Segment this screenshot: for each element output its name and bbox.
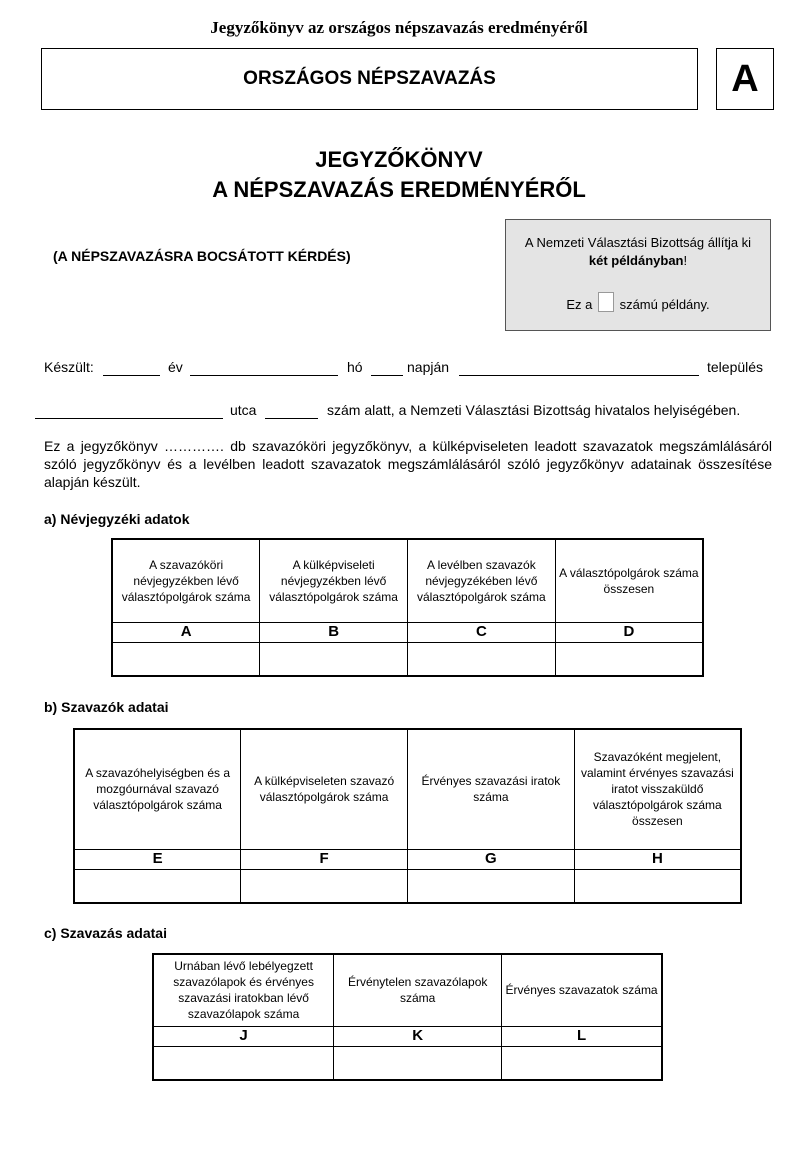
street-field[interactable] (35, 418, 223, 419)
settlement-field[interactable] (459, 375, 699, 376)
section-b-value-row (74, 869, 741, 903)
column-letter: A (112, 622, 260, 642)
nvb-notice-line1: A Nemzeti Választási Bizottság állítja ki (524, 235, 752, 250)
nvb-notice-text (506, 234, 770, 270)
document-header: Jegyzőkönyv az országos népszavazás eredményéről (210, 18, 588, 37)
copy-prefix: Ez a (566, 297, 593, 312)
value-field-d[interactable] (555, 642, 703, 676)
section-c-header-cell: Urnában lévő lebélyegzett szavazólapok és érvényes szavazási iratokban lévő szavazólapok száma (153, 954, 334, 1026)
referendum-question: (A NÉPSZAVAZÁSRA BOCSÁTOTT KÉRDÉS) (53, 248, 351, 264)
value-field-k[interactable] (334, 1046, 502, 1080)
value-field-l[interactable] (502, 1046, 662, 1080)
column-letter: H (574, 849, 741, 869)
section-a-letter-row (112, 622, 703, 642)
section-a-header-row (112, 539, 703, 622)
section-b-letter-row (74, 849, 741, 869)
column-letter: E (74, 849, 241, 869)
column-letter: K (334, 1026, 502, 1046)
value-field-f[interactable] (241, 869, 408, 903)
copy-number-line (506, 292, 770, 312)
section-a-value-row (112, 642, 703, 676)
section-b-title: b) Szavazók adatai (44, 699, 169, 715)
section-a-header-cell: A választópolgárok száma összesen (555, 539, 703, 622)
section-a-header-cell: A szavazóköri névjegyzékben lévő választópolgárok száma (112, 539, 260, 622)
column-letter: L (502, 1026, 662, 1046)
section-c-table (152, 953, 663, 1081)
column-letter: J (153, 1026, 334, 1046)
section-b-header-cell: Érvényes szavazási iratok száma (408, 729, 575, 849)
section-c-header-row (153, 954, 662, 1026)
section-c-title: c) Szavazás adatai (44, 925, 167, 941)
date-place-line (0, 359, 798, 381)
month-field[interactable] (190, 375, 338, 376)
section-b-header-cell: A külképviseleten szavazó választópolgárok száma (241, 729, 408, 849)
referendum-type-label: ORSZÁGOS NÉPSZAVAZÁS (243, 68, 496, 89)
nvb-notice-copies: két példányban (588, 253, 684, 268)
section-b-header-cell: A szavazóhelyiségben és a mozgóurnával szavazó választópolgárok száma (74, 729, 241, 849)
column-letter: F (241, 849, 408, 869)
year-label: év (168, 359, 183, 375)
keszult-label: Készült: (44, 359, 94, 375)
section-c-value-row (153, 1046, 662, 1080)
summary-paragraph: Ez a jegyzőkönyv …………. db szavazóköri jegyzőkönyv, a külképviseleten leadott szavazatok megszámlálásáról szóló jegyzőkönyv és a levélben leadott szavazatok megszámlálásáról szóló jegyzőkönyv adatainak összesítése alapján készült. (44, 438, 772, 490)
day-label: napján (407, 359, 450, 375)
value-field-h[interactable] (574, 869, 741, 903)
section-c-header-cell: Érvénytelen szavazólapok száma (334, 954, 502, 1026)
nvb-notice-exclaim: ! (683, 253, 688, 268)
address-rest-text: szám alatt, a Nemzeti Választási Bizottság hivatalos helyiségében. (327, 402, 741, 418)
form-letter: A (731, 57, 759, 100)
value-field-a[interactable] (112, 642, 260, 676)
day-field[interactable] (371, 375, 403, 376)
year-field[interactable] (103, 375, 160, 376)
section-b-header-row (74, 729, 741, 849)
street-label: utca (230, 402, 257, 418)
nvb-notice-box (505, 219, 771, 331)
referendum-type-box (41, 48, 698, 110)
document-title-line2: A NÉPSZAVAZÁS EREDMÉNYÉRŐL (212, 177, 586, 202)
house-number-field[interactable] (265, 418, 318, 419)
copy-number-field[interactable] (598, 292, 614, 312)
section-a-header-cell: A külképviseleti névjegyzékben lévő választópolgárok száma (260, 539, 408, 622)
section-a-title: a) Névjegyzéki adatok (44, 511, 190, 527)
column-letter: D (555, 622, 703, 642)
value-field-c[interactable] (408, 642, 556, 676)
column-letter: G (408, 849, 575, 869)
section-c-letter-row (153, 1026, 662, 1046)
value-field-e[interactable] (74, 869, 241, 903)
copy-suffix: számú példány. (619, 297, 710, 312)
document-title-line1: JEGYZŐKÖNYV (315, 147, 483, 172)
month-label: hó (347, 359, 363, 375)
settlement-label: település (707, 359, 764, 375)
section-b-header-cell: Szavazóként megjelent, valamint érvényes szavazási iratot visszaküldő választópolgárok száma összesen (574, 729, 741, 849)
section-a-table (111, 538, 704, 677)
column-letter: B (260, 622, 408, 642)
form-letter-box (716, 48, 774, 110)
value-field-g[interactable] (408, 869, 575, 903)
address-line (0, 402, 798, 424)
value-field-b[interactable] (260, 642, 408, 676)
section-c-header-cell: Érvényes szavazatok száma (502, 954, 662, 1026)
document-title (0, 145, 798, 205)
value-field-j[interactable] (153, 1046, 334, 1080)
section-a-header-cell: A levélben szavazók névjegyzékében lévő választópolgárok száma (408, 539, 556, 622)
section-b-table (73, 728, 742, 904)
column-letter: C (408, 622, 556, 642)
